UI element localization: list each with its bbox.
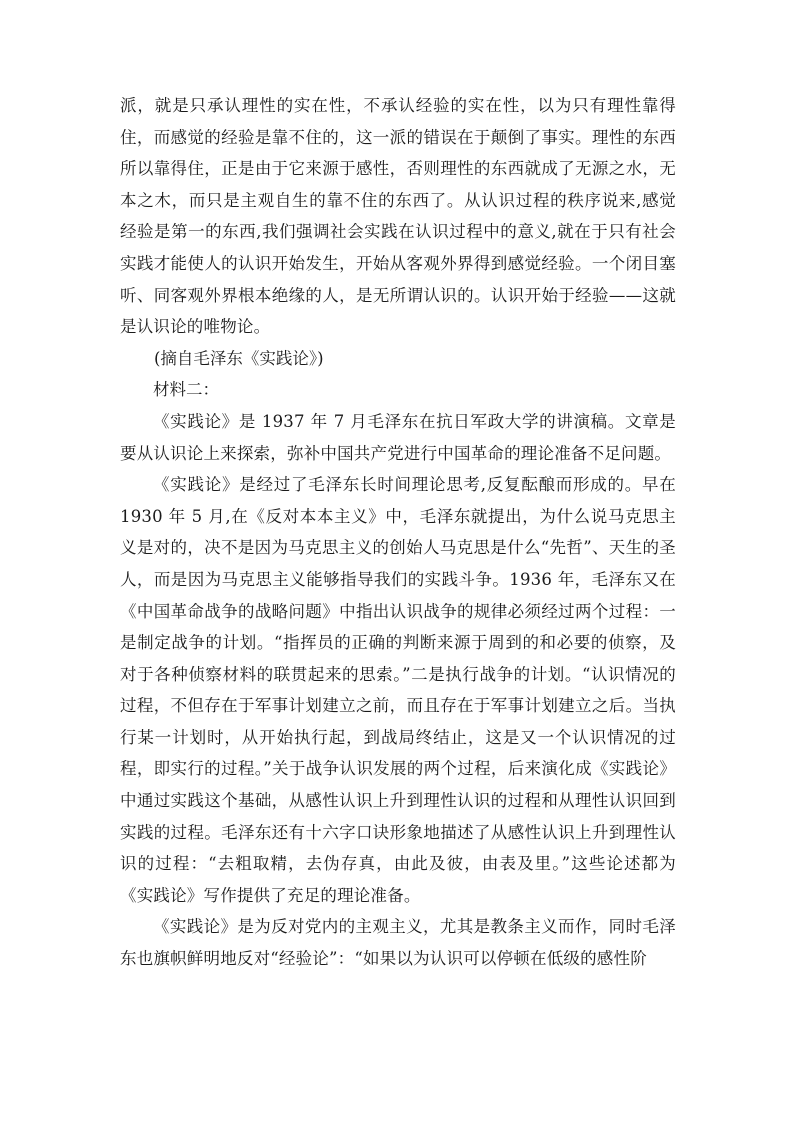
section-heading-material-two: 材料二：	[153, 380, 219, 400]
paragraph-intro: 《实践论》是 1937 年 7 月毛泽东在抗日军政大学的讲演稿。文章是要从认识论上来探索，弥补中国共产党进行中国革命的理论准备不足问题。	[120, 411, 676, 463]
paragraph-purpose: 《实践论》是为反对党内的主观主义，尤其是教条主义而作，同时毛泽东也旗帜鲜明地反对“经验论”：“如果以为认识可以停顿在低级的感性阶	[120, 917, 676, 969]
paragraph-continuation: 派，就是只承认理性的实在性，不承认经验的实在性，以为只有理性靠得住，而感觉的经验是靠不住的，这一派的错误在于颠倒了事实。理性的东西所以靠得住，正是由于它来源于感性，否则理性的东西就成了无源之水，无本之木，而只是主观自生的靠不住的东西了。从认识过程的秩序说来,感觉经验是第一的东西,我们强调社会实践在认识过程中的意义,就在于只有社会实践才能使人的认识开始发生，开始从客观外界得到感觉经验。一个闭目塞听、同客观外界根本绝缘的人，是无所谓认识的。认识开始于经验——这就是认识论的唯物论。	[120, 96, 676, 337]
paragraph-history: 《实践论》是经过了毛泽东长时间理论思考,反复酝酿而形成的。早在 1930 年 5 月,在《反对本本主义》中，毛泽东就提出，为什么说马克思主义是对的，决不是因为马克思主义的创始人马克思是什么“先哲”、天生的圣人，而是因为马克思主义能够指导我们的实践斗争。1936 年，毛泽东又在《中国革命战争的战略问题》中指出认识战争的规律必须经过两个过程：一是制定战争的计划。“指挥员的正确的判断来源于周到的和必要的侦察，及对于各种侦察材料的联贯起来的思索。”二是执行战争的计划。“认识情况的过程，不但存在于军事计划建立之前，而且存在于军事计划建立之后。当执行某一计划时，从开始执行起，到战局终结止，这是又一个认识情况的过程，即实行的过程。”关于战争认识发展的两个过程，后来演化成《实践论》中通过实践这个基础，从感性认识上升到理性认识的过程和从理性认识回到实践的过程。毛泽东还有十六字口诀形象地描述了从感性认识上升到理性认识的过程：“去粗取精，去伪存真，由此及彼，由表及里。”这些论述都为《实践论》写作提供了充足的理论准备。	[120, 475, 676, 905]
source-citation: (摘自毛泽东《实践论》)	[154, 348, 324, 368]
document-body	[120, 90, 676, 975]
